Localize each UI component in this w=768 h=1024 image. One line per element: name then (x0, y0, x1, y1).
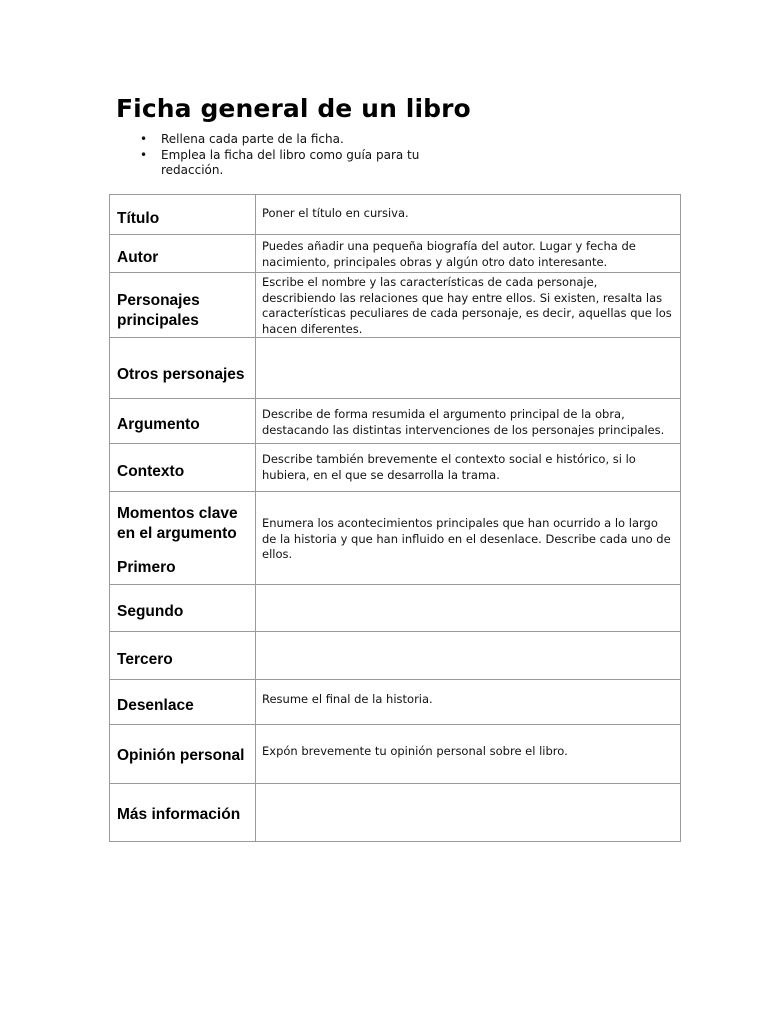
instruction-item: • Emplea la ficha del libro como guía para tu redacción. (140, 148, 430, 179)
field-opinion-personal[interactable]: Expón brevemente tu opinión personal sobre el libro. (256, 725, 681, 784)
field-momentos-clave[interactable]: Enumera los acontecimientos principales que han ocurrido a lo largo de la historia y que han influido en el desenlace. Describe cada uno de ellos. (256, 492, 681, 585)
row-autor (110, 235, 681, 273)
row-tercero (110, 632, 681, 680)
row-otros-personajes (110, 338, 681, 399)
momentos-clave-label: Momentos clave en el argumento (117, 505, 238, 542)
field-autor[interactable]: Puedes añadir una pequeña biografía del autor. Lugar y fecha de nacimiento, principales obras y algún otro dato interesante. (256, 235, 681, 273)
row-contexto (110, 444, 681, 492)
field-personajes-principales[interactable]: Escribe el nombre y las características de cada personaje, describiendo las relaciones que hay entre ellos. Si existen, resalta las características peculiares de cada personaje, es decir, aquellas que los hacen diferentes. (256, 273, 681, 338)
field-segundo[interactable] (256, 585, 681, 632)
book-form-table (109, 194, 681, 842)
field-desenlace[interactable]: Resume el final de la historia. (256, 680, 681, 725)
instruction-item: • Rellena cada parte de la ficha. (140, 132, 430, 148)
row-mas-informacion (110, 784, 681, 842)
label-tercero: Tercero (110, 632, 256, 680)
label-autor: Autor (110, 235, 256, 273)
label-desenlace: Desenlace (110, 680, 256, 725)
label-opinion-personal: Opinión personal (110, 725, 256, 784)
label-mas-informacion: Más información (110, 784, 256, 842)
label-personajes-principales: Personajes principales (110, 273, 256, 338)
label-segundo: Segundo (110, 585, 256, 632)
row-desenlace (110, 680, 681, 725)
row-personajes-principales (110, 273, 681, 338)
field-titulo[interactable]: Poner el título en cursiva. (256, 195, 681, 235)
field-mas-informacion[interactable] (256, 784, 681, 842)
field-otros-personajes[interactable] (256, 338, 681, 399)
primero-label: Primero (117, 559, 176, 576)
row-argumento (110, 399, 681, 444)
field-argumento[interactable]: Describe de forma resumida el argumento principal de la obra, destacando las distintas intervenciones de los personajes principales. (256, 399, 681, 444)
row-momentos-clave (110, 492, 681, 585)
label-argumento: Argumento (110, 399, 256, 444)
label-momentos-clave (110, 492, 256, 585)
page-title: Ficha general de un libro (116, 94, 471, 123)
label-contexto: Contexto (110, 444, 256, 492)
row-titulo (110, 195, 681, 235)
field-contexto[interactable]: Describe también brevemente el contexto social e histórico, si lo hubiera, en el que se desarrolla la trama. (256, 444, 681, 492)
label-otros-personajes: Otros personajes (110, 338, 256, 399)
instructions-list (140, 132, 430, 179)
label-titulo: Título (110, 195, 256, 235)
row-opinion-personal (110, 725, 681, 784)
field-tercero[interactable] (256, 632, 681, 680)
row-segundo (110, 585, 681, 632)
